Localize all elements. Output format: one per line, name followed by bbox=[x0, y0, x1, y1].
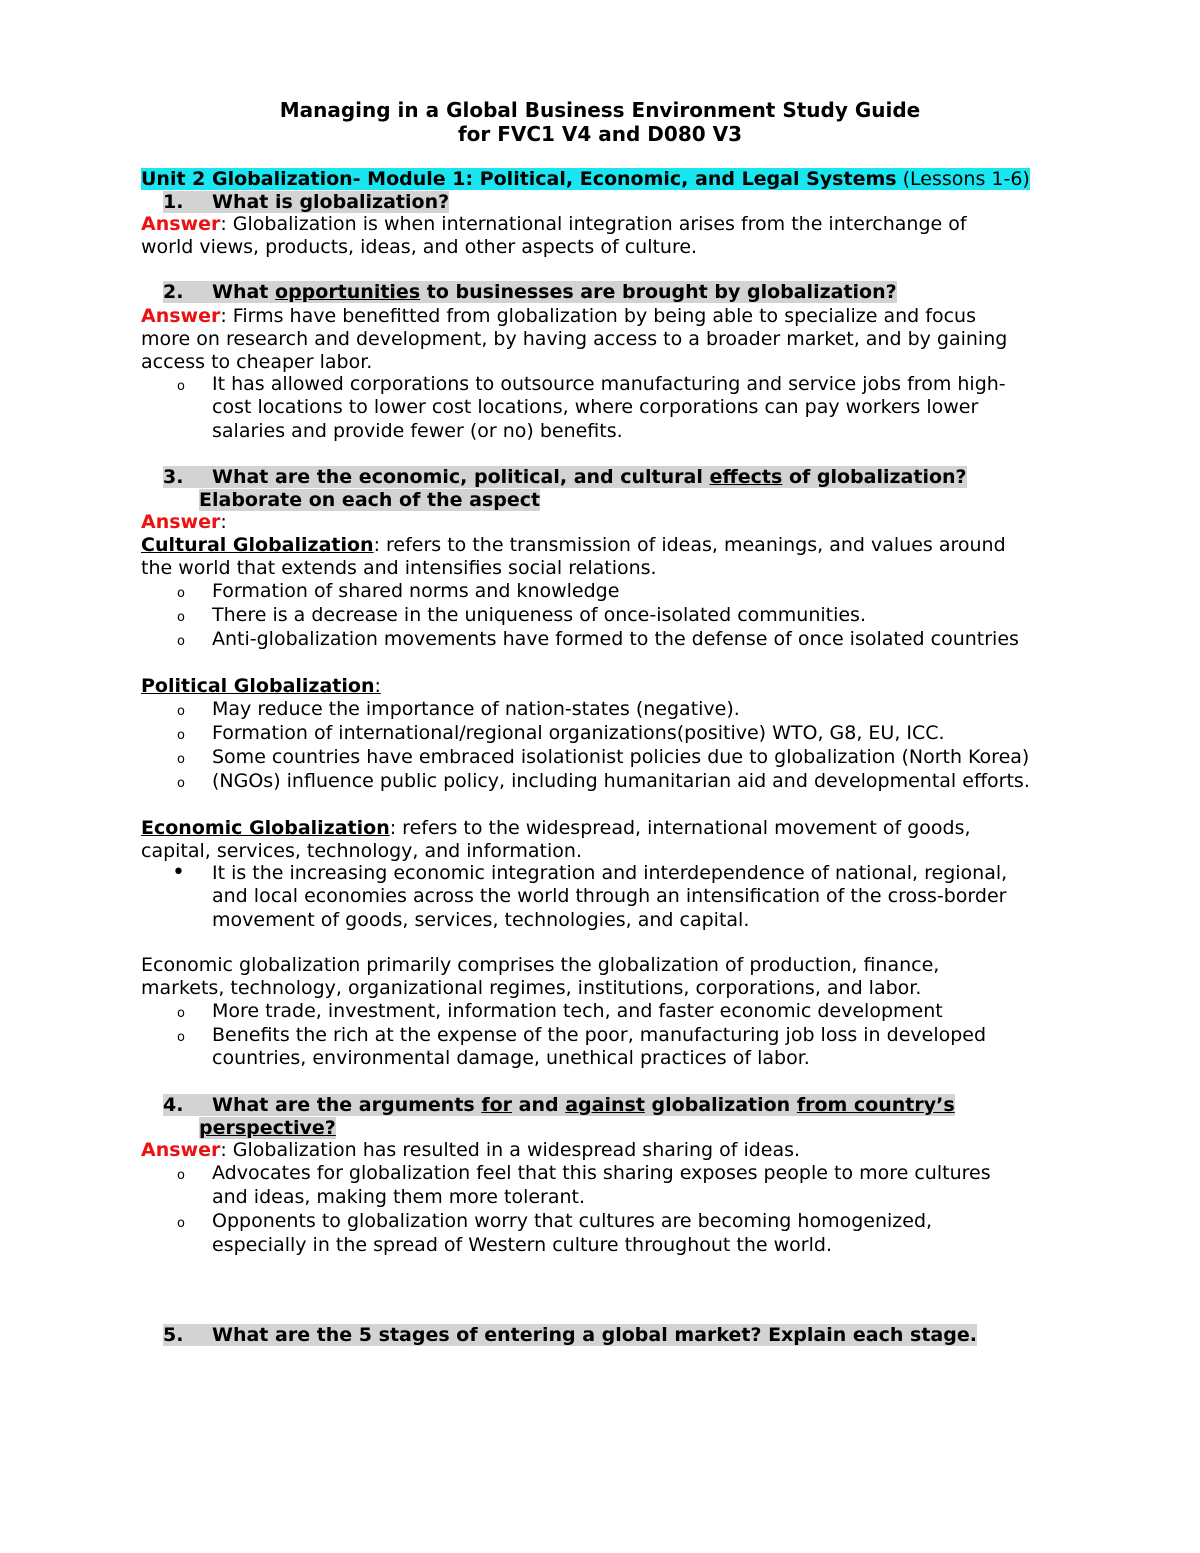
question-text: and bbox=[512, 1094, 566, 1116]
bullet-icon: o bbox=[177, 776, 185, 791]
cultural-heading: Cultural Globalization bbox=[141, 534, 374, 556]
answer-label: Answer bbox=[141, 305, 221, 327]
unit-lessons: (Lessons 1-6) bbox=[902, 168, 1030, 190]
q1-answer-line-2: world views, products, ideas, and other aspects of culture. bbox=[141, 236, 698, 258]
q4-bullet-1-line-2: and ideas, making them more tolerant. bbox=[212, 1186, 586, 1208]
q2-answer-line-1 bbox=[141, 305, 976, 328]
bullet-icon: o bbox=[177, 634, 185, 649]
economic-para-line-2: markets, technology, organizational regimes, institutions, corporations, and labor. bbox=[141, 977, 922, 999]
question-3 bbox=[163, 466, 967, 489]
question-text: What is globalization? bbox=[212, 191, 450, 213]
bullet-icon: o bbox=[177, 586, 185, 601]
q4-answer bbox=[141, 1139, 800, 1162]
answer-text: : Globalization has resulted in a widespread sharing of ideas. bbox=[220, 1139, 801, 1161]
q2-bullet-line-3: salaries and provide fewer (or no) benefits. bbox=[212, 420, 623, 442]
question-text: to businesses are brought by globalization? bbox=[420, 281, 897, 303]
question-4 bbox=[163, 1094, 955, 1117]
question-text: Elaborate on each of the aspect bbox=[199, 489, 541, 511]
economic-heading: Economic Globalization bbox=[141, 817, 390, 839]
bullet-icon: o bbox=[177, 752, 185, 767]
question-text: What are the arguments bbox=[212, 1094, 482, 1116]
bullet-icon: o bbox=[177, 610, 185, 625]
question-text: What are the 5 stages of entering a global market? Explain each stage. bbox=[212, 1324, 977, 1346]
cultural-bullet-2: There is a decrease in the uniqueness of once-isolated communities. bbox=[212, 604, 866, 626]
unit-heading bbox=[141, 168, 1030, 191]
question-number: 3. bbox=[163, 466, 184, 488]
question-emphasis: effects bbox=[709, 466, 783, 488]
question-number: 5. bbox=[163, 1324, 184, 1346]
question-text: What are the economic, political, and cultural bbox=[212, 466, 710, 488]
political-colon: : bbox=[374, 675, 381, 697]
bullet-icon: o bbox=[177, 379, 185, 394]
cultural-bullet-1: Formation of shared norms and knowledge bbox=[212, 580, 620, 602]
bullet-icon: o bbox=[177, 1030, 185, 1045]
q2-answer-line-3: access to cheaper labor. bbox=[141, 351, 373, 373]
political-bullet-1: May reduce the importance of nation-states (negative). bbox=[212, 698, 740, 720]
cultural-text: : refers to the transmission of ideas, meanings, and values around bbox=[373, 534, 1006, 556]
q2-bullet-line-2: cost locations to lower cost locations, where corporations can pay workers lower bbox=[212, 396, 979, 418]
q4-bullet-2-line-2: especially in the spread of Western culture throughout the world. bbox=[212, 1234, 832, 1256]
q4-bullet-1-line-1: Advocates for globalization feel that this sharing exposes people to more cultures bbox=[212, 1162, 991, 1184]
document-title: Managing in a Global Business Environment Study Guide bbox=[279, 98, 921, 122]
question-emphasis: for bbox=[481, 1094, 513, 1116]
question-1 bbox=[163, 191, 449, 214]
q3-answer bbox=[141, 511, 227, 534]
answer-label: Answer bbox=[141, 213, 221, 235]
unit-title: Unit 2 Globalization- Module 1: Political, Economic, and Legal Systems bbox=[141, 168, 897, 190]
economic-line-1 bbox=[141, 817, 971, 840]
answer-label: Answer bbox=[141, 511, 221, 533]
q4-bullet-2-line-1: Opponents to globalization worry that cultures are becoming homogenized, bbox=[212, 1210, 933, 1232]
question-text: globalization bbox=[644, 1094, 797, 1116]
question-2 bbox=[163, 281, 897, 304]
bullet-icon: o bbox=[177, 1168, 185, 1183]
economic-text: : refers to the widespread, international movement of goods, bbox=[389, 817, 971, 839]
answer-colon: : bbox=[220, 511, 227, 533]
economic-para-line-1: Economic globalization primarily comprises the globalization of production, finance, bbox=[141, 954, 940, 976]
economic-dot-bullet-line-2: and local economies across the world through an intensification of the cross-border bbox=[212, 885, 1007, 907]
q2-answer-line-2: more on research and development, by having access to a broader market, and by gaining bbox=[141, 328, 1008, 350]
question-emphasis: against bbox=[565, 1094, 645, 1116]
question-number: 2. bbox=[163, 281, 184, 303]
cultural-bullet-3: Anti-globalization movements have formed to the defense of once isolated countries bbox=[212, 628, 1019, 650]
cultural-line-1 bbox=[141, 534, 1006, 557]
political-bullet-2: Formation of international/regional organizations(positive) WTO, G8, EU, ICC. bbox=[212, 722, 945, 744]
answer-text: : Firms have benefitted from globalization by being able to specialize and focus bbox=[220, 305, 976, 327]
question-emphasis: perspective? bbox=[199, 1117, 336, 1139]
document-subtitle: for FVC1 V4 and D080 V3 bbox=[457, 122, 743, 146]
question-number: 4. bbox=[163, 1094, 184, 1116]
question-3-line-2 bbox=[199, 489, 540, 512]
bullet-icon: o bbox=[177, 728, 185, 743]
question-text: What bbox=[212, 281, 276, 303]
question-5 bbox=[163, 1324, 977, 1347]
answer-text: : Globalization is when international integration arises from the interchange of bbox=[220, 213, 967, 235]
cultural-line-2: the world that extends and intensifies social relations. bbox=[141, 557, 657, 579]
economic-dot-bullet-line-1: It is the increasing economic integration and interdependence of national, regional, bbox=[212, 862, 1008, 884]
question-number: 1. bbox=[163, 191, 184, 213]
political-heading-line bbox=[141, 675, 381, 698]
bullet-icon: o bbox=[177, 1006, 185, 1021]
q1-answer-line-1 bbox=[141, 213, 967, 236]
political-bullet-3: Some countries have embraced isolationist policies due to globalization (North Korea) bbox=[212, 746, 1030, 768]
question-emphasis: from country’s bbox=[796, 1094, 955, 1116]
bullet-icon: o bbox=[177, 1216, 185, 1231]
economic-dot-bullet-line-3: movement of goods, services, technologies, and capital. bbox=[212, 909, 750, 931]
question-emphasis: opportunities bbox=[275, 281, 421, 303]
q2-bullet-line-1: It has allowed corporations to outsource manufacturing and service jobs from high- bbox=[212, 373, 1006, 395]
political-bullet-4: (NGOs) influence public policy, including humanitarian aid and developmental efforts. bbox=[212, 770, 1030, 792]
economic-bullet-1: More trade, investment, information tech, and faster economic development bbox=[212, 1000, 943, 1022]
economic-line-2: capital, services, technology, and information. bbox=[141, 840, 582, 862]
economic-bullet-2-line-1: Benefits the rich at the expense of the poor, manufacturing job loss in developed bbox=[212, 1024, 987, 1046]
bullet-icon: o bbox=[177, 704, 185, 719]
bullet-dot-icon: • bbox=[172, 860, 185, 885]
economic-bullet-2-line-2: countries, environmental damage, unethical practices of labor. bbox=[212, 1047, 810, 1069]
political-heading: Political Globalization bbox=[141, 675, 375, 697]
question-4-line-2 bbox=[199, 1117, 336, 1140]
answer-label: Answer bbox=[141, 1139, 221, 1161]
question-text: of globalization? bbox=[782, 466, 967, 488]
